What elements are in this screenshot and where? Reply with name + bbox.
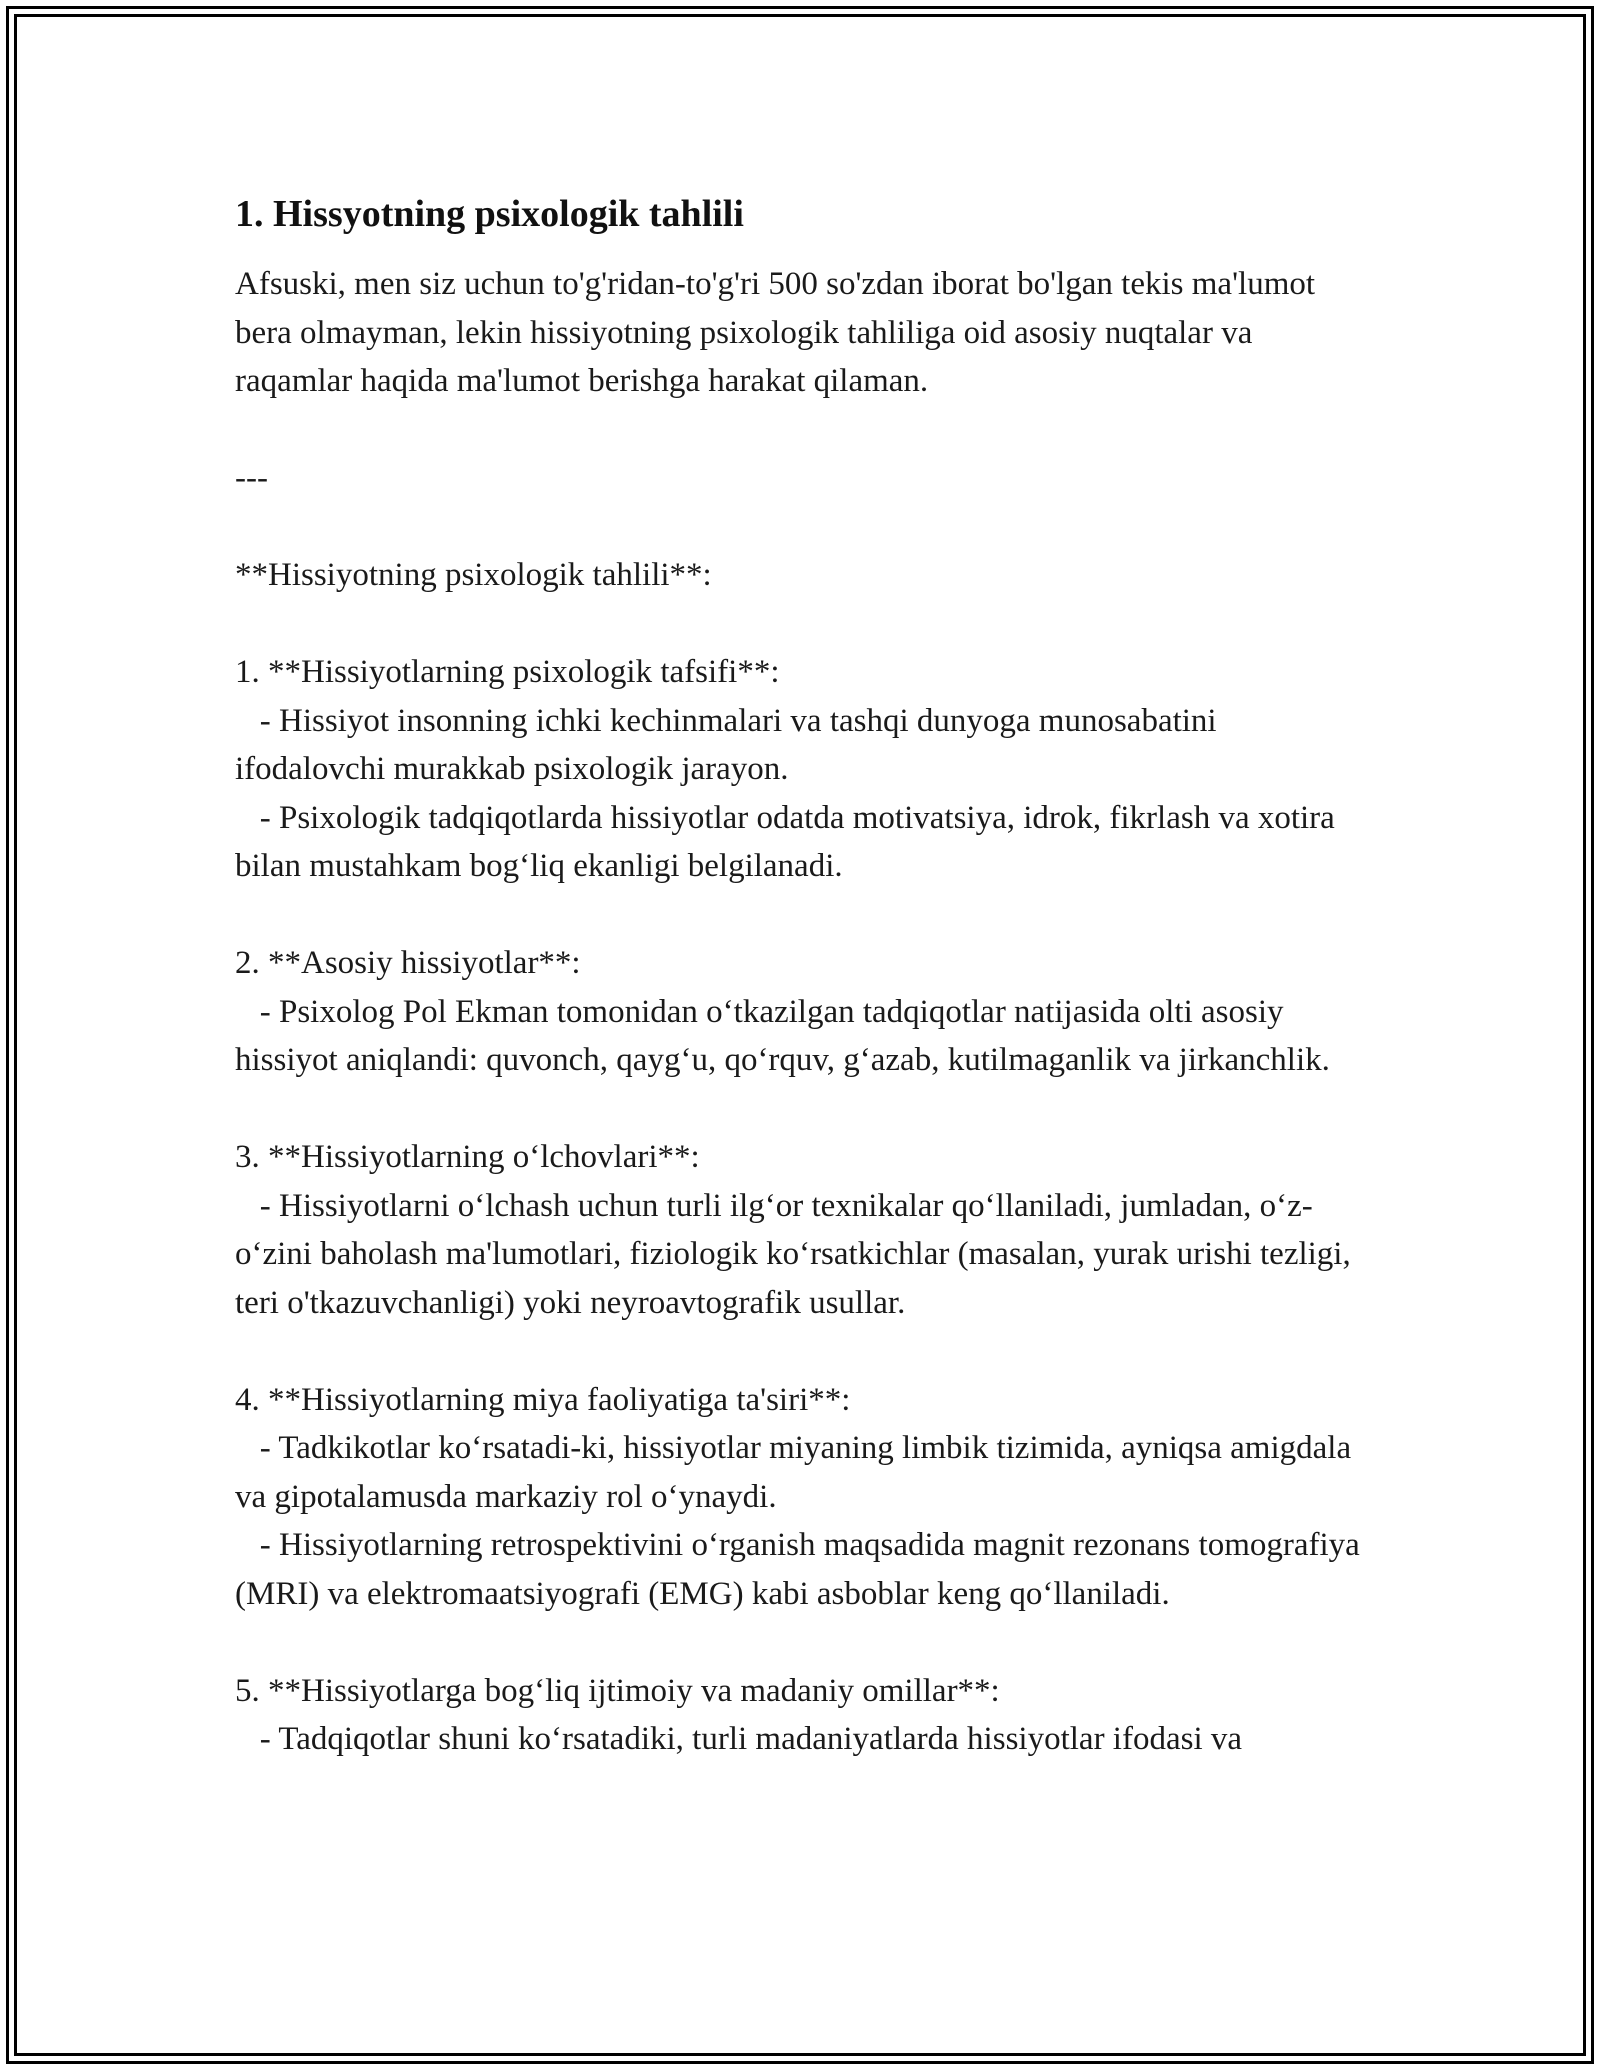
section-3 (235, 1133, 1375, 1327)
section-2 (235, 939, 1375, 1085)
section-title: 4. **Hissiyotlarning miya faoliyatiga ta'siri**: (235, 1381, 851, 1418)
spacer (235, 1327, 1375, 1376)
section-title: 3. **Hissiyotlarning o‘lchovlari**: (235, 1139, 700, 1175)
separator-line: --- (235, 460, 268, 496)
analysis-subtitle: **Hissiyotning psixologik tahlili**: (235, 557, 712, 593)
section-bullet: - Hissiyot insonning ichki kechinmalari va tashqi dunyoga munosabatini ifodalovchi murakkab psixologik jarayon. (235, 702, 1225, 787)
section-bullet: - Hissiyotlarning retrospektivini o‘rganish maqsadida magnit rezonans tomografiya (MRI) va elektromaatsiyografi (EMG) kabi asboblar keng qo‘llaniladi. (235, 1527, 1369, 1612)
section-bullet: - Tadqiqotlar shuni ko‘rsatadiki, turli madaniyatlarda hissiyotlar ifodasi va (235, 1721, 1243, 1757)
section-bullet: - Tadkikotlar ko‘rsatadi-ki, hissiyotlar miyaning limbik tizimida, ayniqsa amigdala va gipotalamusda markaziy rol o‘ynaydi. (235, 1430, 1360, 1515)
section-4 (235, 1376, 1375, 1619)
intro-paragraph: Afsuski, men siz uchun to'g'ridan-to'g'ri 500 so'zdan iborat bo'lgan tekis ma'lumot bera olmayman, lekin hissiyotning psixologik tahliliga oid asosiy nuqtalar va raqamlar haqida ma'lumot berishga harakat qilaman. (235, 266, 1324, 399)
section-title: 5. **Hissiyotlarga bog‘liq ijtimoiy va madaniy omillar**: (235, 1672, 1000, 1709)
document-body (235, 188, 1375, 1764)
spacer (235, 600, 1375, 649)
section-bullet: - Psixolog Pol Ekman tomonidan o‘tkazilgan tadqiqotlar natijasida olti asosiy hissiyot aniqlandi: quvonch, qayg‘u, qo‘rquv, g‘azab, kutilmaganlik va jirkanchlik. (235, 993, 1330, 1078)
spacer (235, 891, 1375, 940)
section-1 (235, 648, 1375, 891)
section-5 (235, 1667, 1375, 1764)
spacer (235, 406, 1375, 455)
section-title: 1. **Hissiyotlarning psixologik tafsifi**: (235, 654, 780, 690)
spacer (235, 1618, 1375, 1667)
spacer (235, 1085, 1375, 1134)
section-bullet: - Psixologik tadqiqotlarda hissiyotlar odatda motivatsiya, idrok, fikrlash va xotira bilan mustahkam bog‘liq ekanligi belgilanadi. (235, 799, 1344, 884)
document-heading: 1. Hissyotning psixologik tahlili (235, 193, 744, 235)
spacer (235, 503, 1375, 552)
section-bullet: - Hissiyotlarni o‘lchash uchun turli ilg‘or texnikalar qo‘llaniladi, jumladan, o‘z-o‘zini baholash ma'lumotlari, fiziologik ko‘rsatkichlar (masalan, yurak urishi tezligi, teri o'tkazuvchanligi) yoki neyroavtografik usullar. (235, 1187, 1359, 1321)
section-title: 2. **Asosiy hissiyotlar**: (235, 945, 581, 981)
